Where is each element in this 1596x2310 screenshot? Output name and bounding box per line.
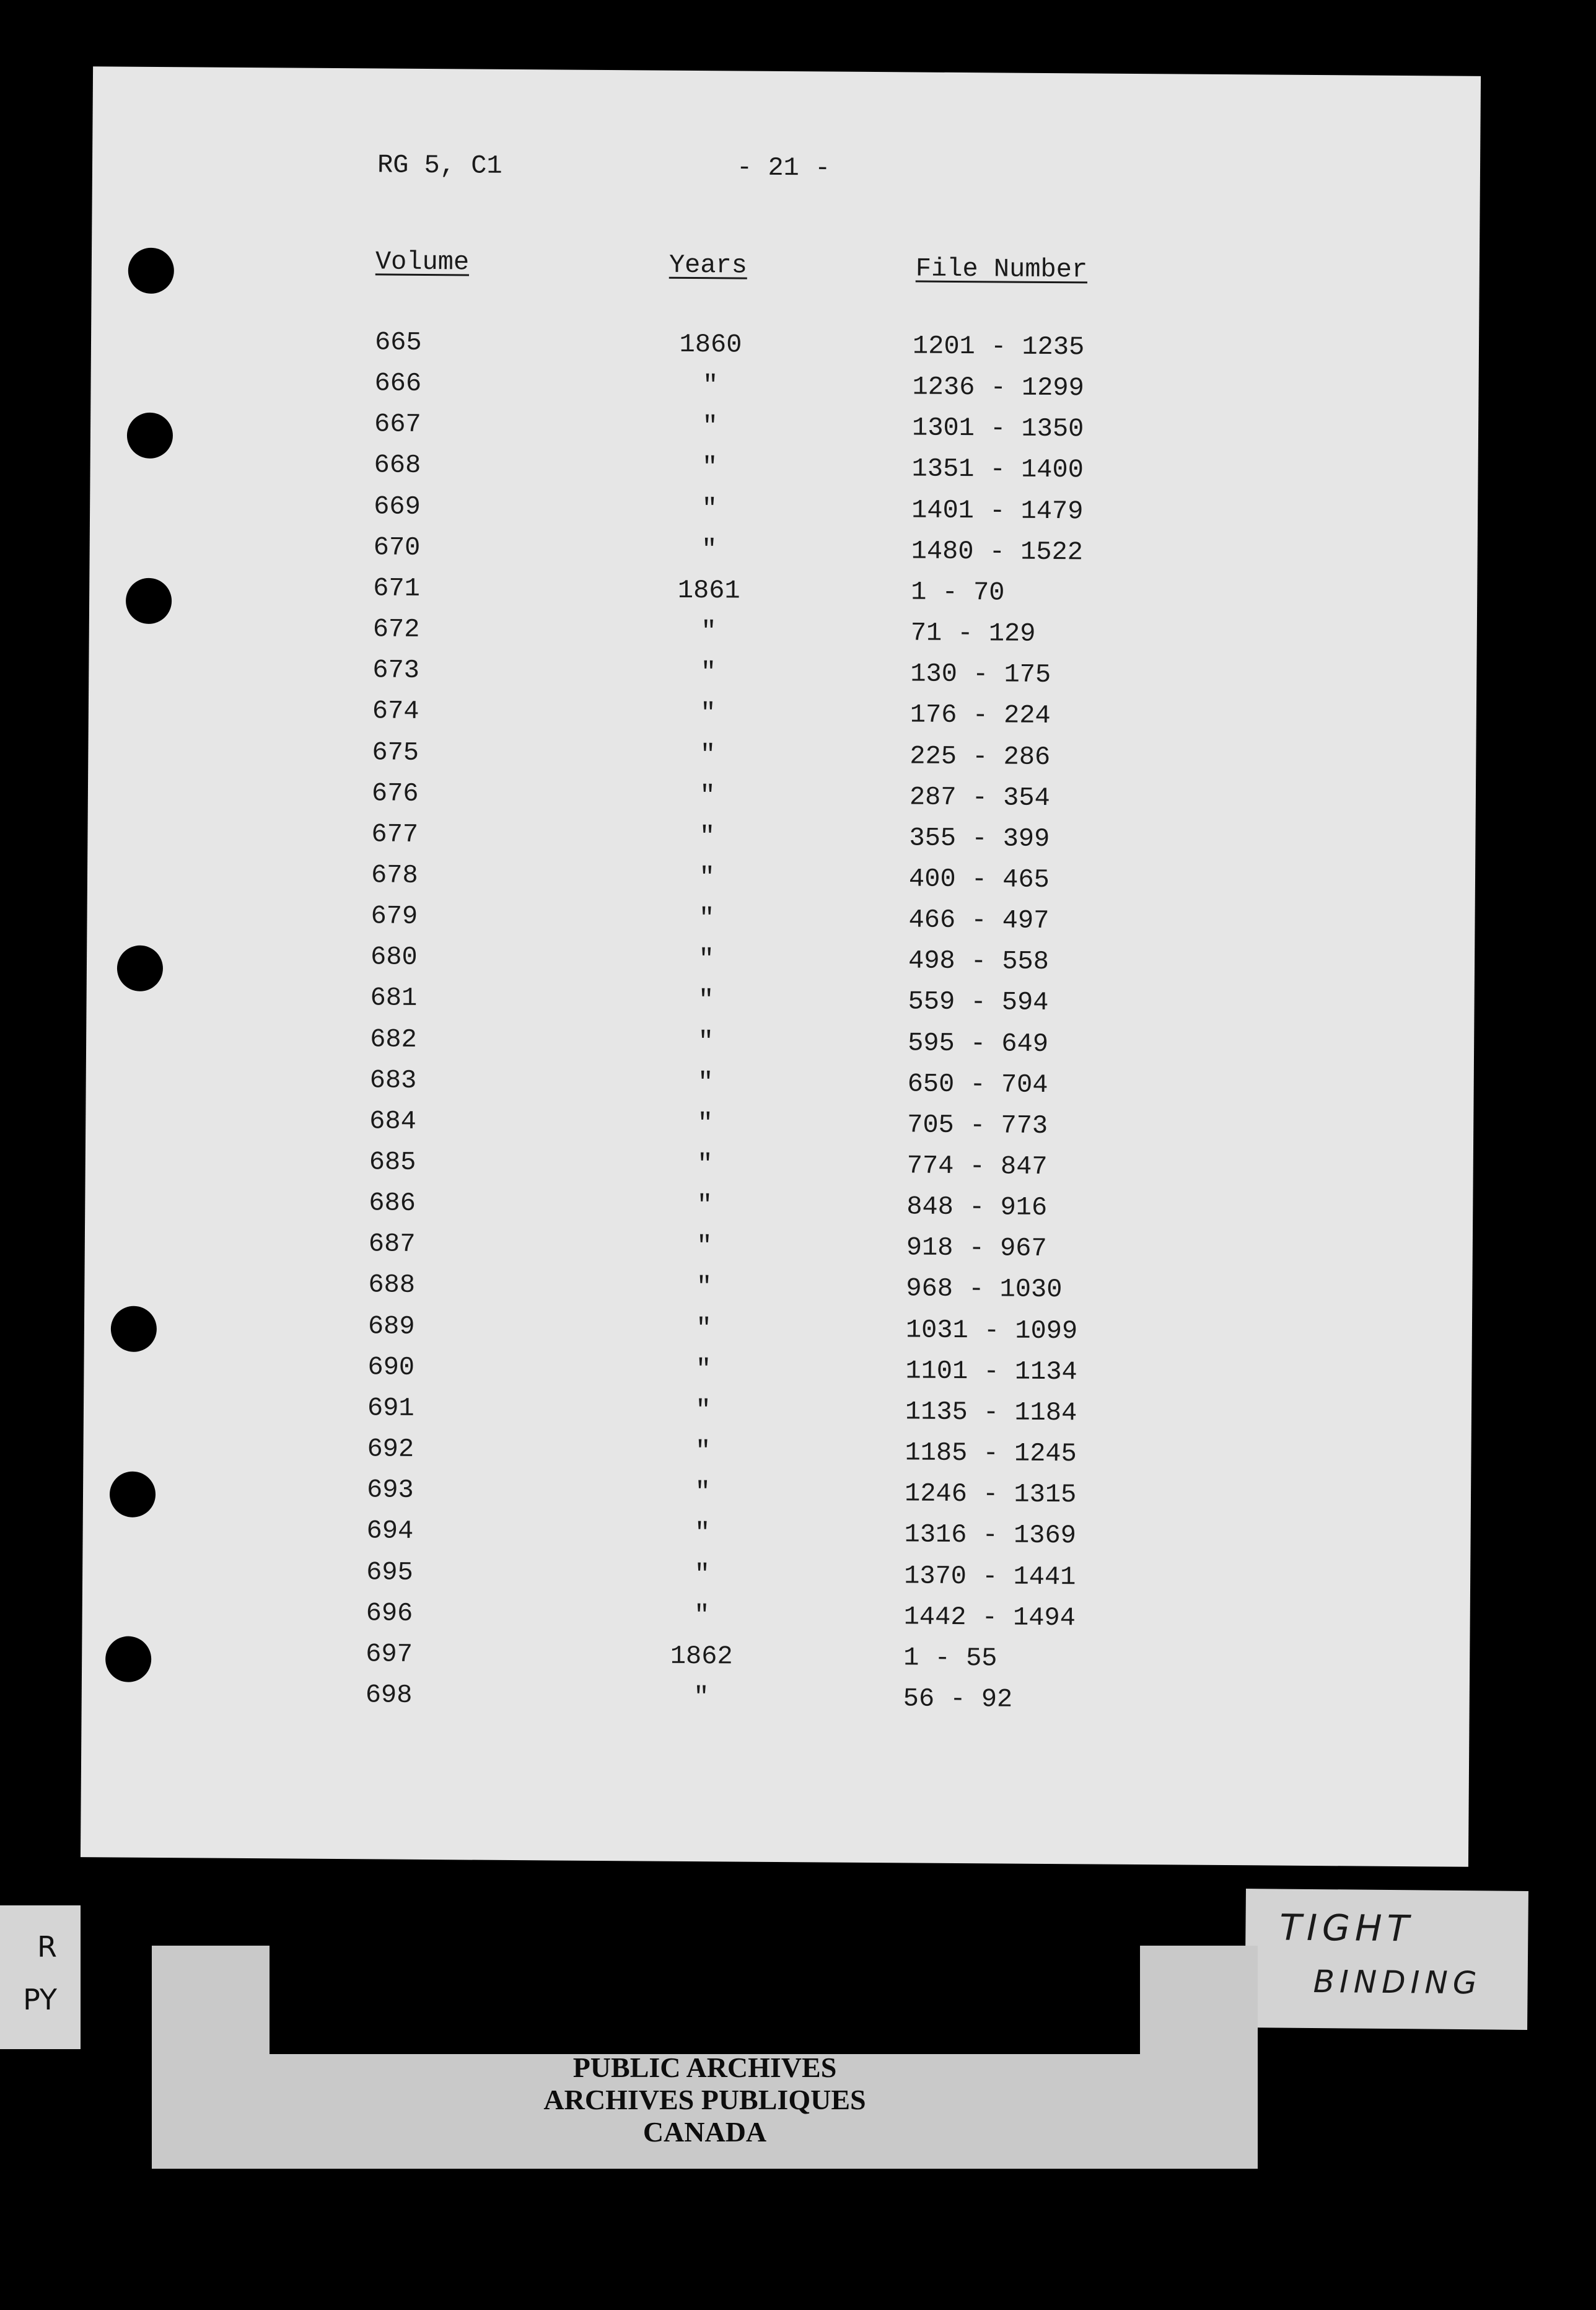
- volume-cell: 670: [373, 532, 421, 563]
- file-range-cell: 1401 - 1479: [911, 495, 1084, 526]
- table-row: [87, 858, 1475, 905]
- table-row: [89, 653, 1476, 700]
- binder-hole: [128, 248, 175, 294]
- volume-cell: 689: [367, 1311, 415, 1342]
- column-header-years: Years: [669, 250, 748, 281]
- year-cell: ": [694, 1518, 711, 1548]
- year-cell: ": [699, 821, 716, 852]
- volume-cell: 669: [374, 491, 421, 522]
- table-row: [90, 366, 1478, 413]
- year-cell: ": [695, 1395, 711, 1426]
- volume-cell: 691: [367, 1393, 414, 1423]
- file-range-cell: 400 - 465: [908, 864, 1050, 895]
- volume-cell: 684: [369, 1106, 417, 1136]
- year-cell: ": [701, 534, 717, 565]
- tight-binding-label: [1245, 1889, 1528, 2030]
- year-cell: ": [696, 1231, 712, 1262]
- year-cell: ": [700, 617, 717, 647]
- volume-cell: 676: [371, 778, 419, 809]
- table-row: [84, 1391, 1471, 1438]
- year-cell: ": [699, 780, 716, 810]
- file-range-cell: 130 - 175: [910, 659, 1051, 690]
- year-cell: ": [702, 371, 719, 401]
- file-range-cell: 498 - 558: [908, 946, 1050, 977]
- tight-binding-text: BINDING: [1313, 1963, 1482, 2001]
- volume-cell: 680: [370, 942, 418, 973]
- stamp-line: PUBLIC ARCHIVES: [572, 2052, 837, 2083]
- table-row: [87, 899, 1475, 946]
- table-row: [83, 1432, 1471, 1479]
- volume-cell: 693: [366, 1475, 414, 1506]
- file-range-cell: 225 - 286: [910, 740, 1051, 772]
- record-group-reference: RG 5, C1: [377, 150, 502, 181]
- table-row: [86, 982, 1474, 1029]
- page-number: - 21 -: [736, 152, 831, 183]
- year-cell: 1860: [679, 329, 742, 360]
- file-range-cell: 918 - 967: [906, 1232, 1047, 1264]
- table-row: [87, 940, 1475, 987]
- file-range-cell: 1031 - 1099: [905, 1315, 1078, 1346]
- table-row: [82, 1678, 1470, 1725]
- tight-binding-text: TIGHT: [1279, 1906, 1414, 1950]
- volume-cell: 687: [368, 1229, 416, 1260]
- year-cell: ": [693, 1600, 710, 1630]
- year-cell: ": [696, 1313, 712, 1343]
- file-range-cell: 1370 - 1441: [903, 1560, 1076, 1592]
- file-range-cell: 71 - 129: [910, 618, 1036, 649]
- year-cell: ": [701, 452, 718, 483]
- file-range-cell: 1236 - 1299: [912, 372, 1084, 403]
- table-row: [89, 530, 1477, 578]
- volume-cell: 683: [369, 1065, 417, 1096]
- file-range-cell: 1201 - 1235: [912, 331, 1085, 362]
- volume-cell: 678: [370, 860, 418, 890]
- table-row: [85, 1227, 1473, 1274]
- volume-cell: 671: [373, 573, 421, 604]
- table-row: [82, 1514, 1470, 1561]
- year-cell: ": [700, 698, 716, 729]
- file-range-cell: 176 - 224: [910, 700, 1051, 731]
- file-range-cell: 1351 - 1400: [911, 454, 1084, 485]
- volume-cell: 674: [372, 696, 419, 727]
- table-row: [85, 1186, 1473, 1233]
- table-row: [86, 1063, 1473, 1110]
- year-cell: ": [698, 1026, 714, 1056]
- table-row: [86, 1022, 1474, 1069]
- volume-cell: 667: [374, 409, 421, 440]
- table-row: [86, 1145, 1473, 1192]
- table-row: [88, 736, 1476, 783]
- stamp-line: CANADA: [642, 2116, 767, 2148]
- table-row: [86, 1104, 1473, 1151]
- table-row: [89, 571, 1477, 618]
- volume-cell: 679: [370, 901, 418, 932]
- file-range-cell: 774 - 847: [906, 1151, 1048, 1182]
- year-cell: ": [700, 657, 717, 688]
- year-cell: 1861: [677, 575, 740, 606]
- table-row: [84, 1268, 1472, 1315]
- volume-cell: 675: [372, 737, 419, 768]
- table-row: [90, 407, 1478, 454]
- table-row: [83, 1473, 1471, 1520]
- volume-cell: 695: [366, 1557, 413, 1588]
- volume-cell: 697: [366, 1639, 413, 1669]
- file-range-cell: 56 - 92: [903, 1684, 1013, 1715]
- volume-cell: 666: [374, 368, 422, 399]
- volume-cell: 682: [370, 1024, 417, 1055]
- file-range-cell: 1316 - 1369: [904, 1519, 1077, 1551]
- year-cell: ": [698, 903, 715, 934]
- year-cell: ": [698, 944, 714, 975]
- volume-cell: 692: [367, 1434, 414, 1464]
- year-cell: ": [694, 1559, 710, 1589]
- volume-cell: 665: [374, 327, 422, 358]
- volume-cell: 688: [368, 1270, 416, 1301]
- file-range-cell: 1185 - 1245: [905, 1438, 1077, 1469]
- volume-cell: 698: [365, 1680, 413, 1710]
- year-cell: ": [696, 1149, 713, 1180]
- file-range-cell: 968 - 1030: [906, 1273, 1063, 1305]
- year-cell: ": [695, 1477, 711, 1508]
- table-row: [90, 449, 1478, 496]
- file-range-cell: 1101 - 1134: [905, 1356, 1077, 1387]
- column-header-volume: Volume: [375, 247, 470, 278]
- volume-cell: 677: [371, 819, 419, 850]
- file-range-cell: 1480 - 1522: [911, 536, 1084, 568]
- volume-cell: 673: [372, 655, 420, 686]
- file-range-cell: 848 - 916: [906, 1192, 1048, 1223]
- archives-stamp-card: [152, 1946, 1258, 2169]
- file-range-cell: 1 - 55: [903, 1643, 998, 1674]
- table-row: [91, 325, 1479, 372]
- volume-cell: 668: [374, 450, 421, 481]
- file-range-cell: 559 - 594: [908, 986, 1049, 1018]
- table-row: [88, 776, 1476, 823]
- year-cell: ": [697, 1067, 714, 1097]
- year-cell: ": [695, 1436, 711, 1467]
- partial-label-left: [0, 1905, 81, 2049]
- file-range-cell: 1 - 70: [911, 577, 1005, 608]
- file-range-cell: 355 - 399: [909, 823, 1050, 854]
- year-cell: ": [696, 1190, 713, 1221]
- table-row: [82, 1596, 1470, 1643]
- column-header-file-number: File Number: [915, 253, 1088, 285]
- table-row: [89, 612, 1477, 659]
- table-row: [82, 1637, 1470, 1684]
- volume-cell: 681: [370, 983, 418, 1014]
- year-cell: ": [702, 411, 718, 442]
- volume-cell: 686: [369, 1188, 416, 1219]
- year-cell: ": [701, 493, 717, 524]
- year-cell: ": [696, 1272, 712, 1302]
- table-row: [87, 817, 1475, 864]
- partial-label-text: PY: [23, 1983, 57, 2016]
- year-cell: ": [697, 1108, 714, 1139]
- table-row: [82, 1555, 1470, 1602]
- volume-cell: 694: [366, 1516, 414, 1547]
- file-range-cell: 595 - 649: [907, 1027, 1049, 1059]
- table-row: [84, 1309, 1472, 1356]
- table-row: [84, 1350, 1471, 1397]
- file-range-cell: 287 - 354: [909, 782, 1050, 813]
- file-range-cell: 1246 - 1315: [904, 1478, 1077, 1510]
- year-cell: ": [698, 985, 714, 1016]
- year-cell: ": [699, 863, 715, 893]
- year-cell: ": [699, 739, 716, 770]
- volume-cell: 690: [367, 1352, 415, 1382]
- volume-cell: 672: [372, 614, 420, 644]
- table-row: [89, 695, 1476, 742]
- year-cell: ": [693, 1682, 709, 1713]
- file-range-cell: 1301 - 1350: [911, 413, 1084, 444]
- file-range-cell: 1442 - 1494: [903, 1602, 1076, 1633]
- file-range-cell: 650 - 704: [907, 1069, 1048, 1100]
- year-cell: 1862: [670, 1641, 733, 1672]
- volume-cell: 696: [366, 1597, 413, 1628]
- stamp-line: ARCHIVES PUBLIQUES: [543, 2084, 866, 2115]
- file-range-cell: 1135 - 1184: [905, 1397, 1077, 1428]
- document-page: [81, 66, 1481, 1867]
- volume-cell: 685: [369, 1147, 416, 1177]
- table-row: [90, 490, 1478, 537]
- file-range-cell: 466 - 497: [908, 905, 1050, 936]
- file-range-cell: 705 - 773: [907, 1110, 1048, 1141]
- partial-label-text: R: [37, 1930, 57, 1964]
- year-cell: ": [695, 1354, 712, 1384]
